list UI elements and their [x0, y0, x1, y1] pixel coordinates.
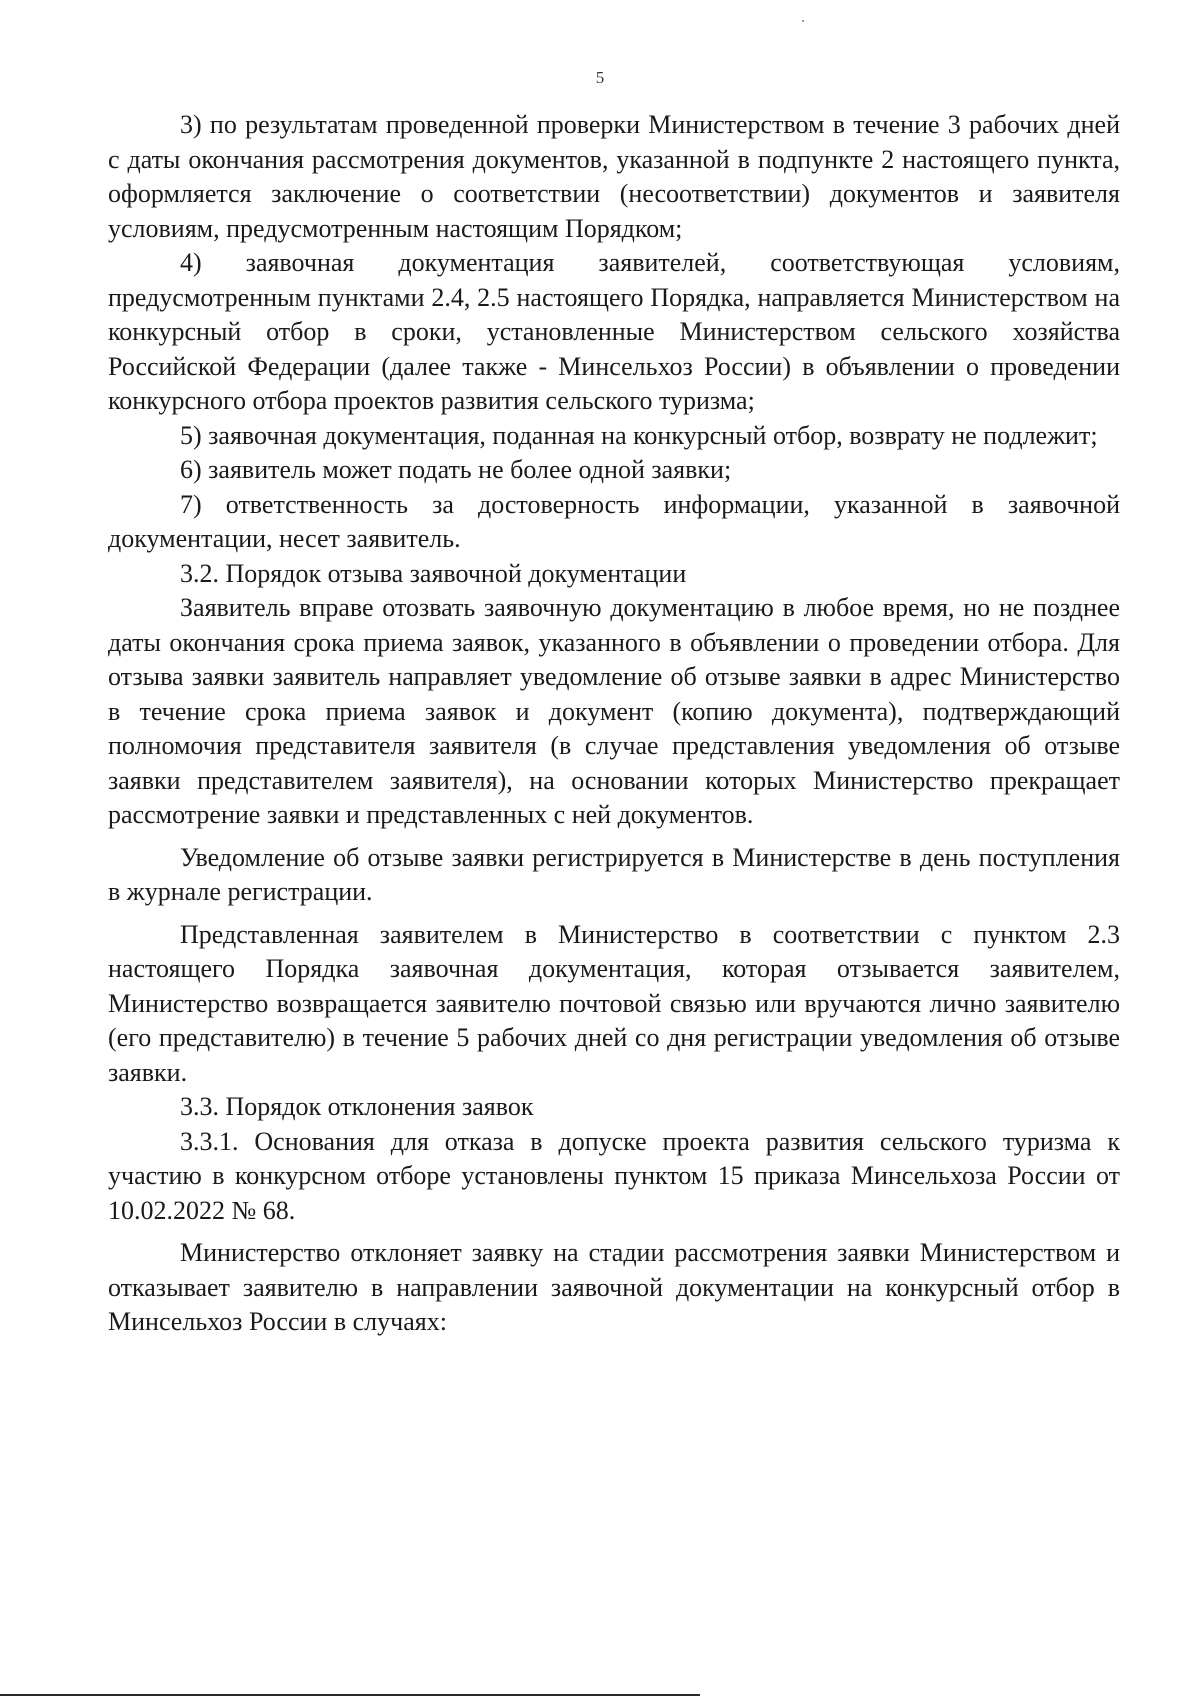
paragraph-notice-registration: Уведомление об отзыве заявки регистрируется в Министерстве в день поступления в журнале регистрации. [108, 842, 1120, 906]
paragraph-rejection-cases: Министерство отклоняет заявку на стадии рассмотрения заявки Министерством и отказывает заявителю в направлении заявочной документации на конкурсный отбор в Минсельхоз России в случаях: [108, 1238, 1120, 1336]
paragraph-item-6: 6) заявитель может подать не более одной заявки; [180, 455, 732, 484]
scan-speck [802, 20, 804, 22]
paragraph-documents-return: Представленная заявителем в Министерство в соответствии с пунктом 2.3 настоящего Порядка заявочная документация, которая отзывается заявителем, Министерство возвращается заявителю почтовой связью или вручаются лично заявителю (его представителю) в течение 5 рабочих дней со дня регистрации уведомления об отзыве заявки. [108, 919, 1120, 1087]
section-heading-3-2: 3.2. Порядок отзыва заявочной документации [180, 558, 687, 588]
document-body [108, 108, 1120, 1340]
paragraph-item-3: 3) по результатам проведенной проверки Министерством в течение 3 рабочих дней с даты окончания рассмотрения документов, указанной в подпункте 2 настоящего пункта, оформляется заключение о соответствии (несоответствии) документов и заявителя условиям, предусмотренным настоящим Порядком; [108, 110, 1120, 243]
paragraph-item-7: 7) ответственность за достоверность информации, указанной в заявочной документации, несет заявитель. [108, 489, 1120, 553]
scan-bottom-edge [0, 1694, 700, 1696]
paragraph-withdrawal-rules: Заявитель вправе отозвать заявочную документацию в любое время, но не позднее даты окончания срока приема заявок, указанного в объявлении о проведении отбора. Для отзыва заявки заявитель направляет уведомление об отзыве заявки в адрес Министерство в течение срока приема заявок и документ (копию документа), подтверждающий полномочия представителя заявителя (в случае представления уведомления об отзыве заявки представителем заявителя), на основании которых Министерство прекращает рассмотрение заявки и представленных с ней документов. [108, 593, 1120, 829]
section-heading-3-3: 3.3. Порядок отклонения заявок [180, 1092, 534, 1121]
paragraph-3-3-1: 3.3.1. Основания для отказа в допуске проекта развития сельского туризма к участию в конкурсном отборе установлены пунктом 15 приказа Минсельхоза России от 10.02.2022 № 68. [108, 1126, 1120, 1225]
page-number: 5 [595, 68, 605, 87]
paragraph-item-5: 5) заявочная документация, поданная на конкурсный отбор, возврату не подлежит; [180, 420, 1098, 450]
paragraph-item-4: 4) заявочная документация заявителей, соответствующая условиям, предусмотренным пунктами 2.4, 2.5 настоящего Порядка, направляется Министерством на конкурсный отбор в сроки, установленные Министерством сельского хозяйства Российской Федерации (далее также - Минсельхоз России) в объявлении о проведении конкурсного отбора проектов развития сельского туризма; [108, 248, 1120, 415]
